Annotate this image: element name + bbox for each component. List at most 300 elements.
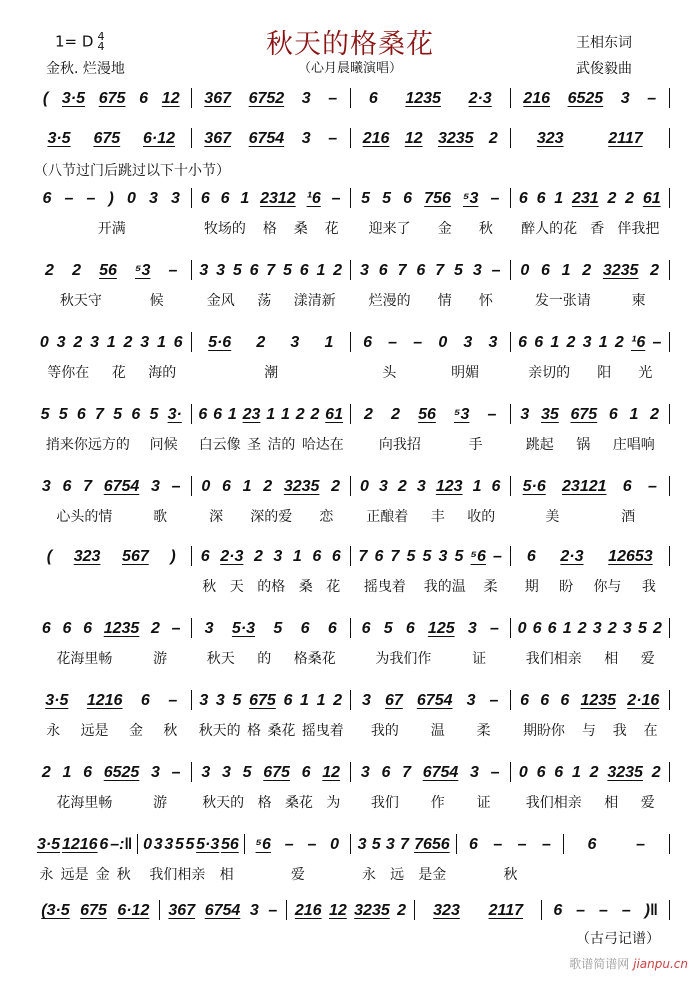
- measure: [32, 692, 191, 710]
- singer: （心月晨曦演唱）: [297, 61, 402, 76]
- note-group: –: [307, 836, 317, 853]
- composer: 武俊毅曲: [576, 61, 632, 77]
- note-group: 1: [316, 262, 326, 279]
- lyric-measure: [511, 362, 671, 382]
- note-group: 1235: [580, 692, 617, 709]
- note-group: 6: [587, 836, 597, 853]
- measure: [351, 130, 510, 148]
- lyric-word: 与: [581, 723, 596, 739]
- lyric-word: 手: [468, 437, 483, 453]
- note-group: 6·12: [143, 130, 176, 147]
- note-group: 6752: [248, 90, 285, 107]
- lyric-word: 荡: [257, 293, 272, 309]
- lyric-word: 丰: [430, 509, 445, 525]
- note-group: 23: [242, 406, 261, 423]
- measure: [511, 692, 670, 710]
- lyric-word: 相: [604, 795, 619, 811]
- lyric-word: 远是: [80, 723, 109, 739]
- note-group: 6: [608, 406, 618, 423]
- note-group: 5: [637, 620, 647, 637]
- note-group: 3: [466, 692, 476, 709]
- measure: [192, 692, 351, 710]
- note-group: 2: [331, 478, 341, 495]
- note-group: 6: [374, 548, 384, 565]
- note-group: 3: [463, 334, 473, 351]
- lyric-measure: [192, 576, 352, 596]
- note-group: 3: [301, 90, 311, 107]
- note-group: 675: [249, 692, 276, 709]
- note-group: –: [517, 836, 527, 853]
- note-group: –: [491, 262, 501, 279]
- note-group: –: [328, 130, 338, 147]
- note-group: 675: [263, 764, 290, 781]
- note-group: 7656: [414, 836, 450, 853]
- lyric-word: 怀: [478, 293, 493, 309]
- note-group: 0: [143, 836, 153, 853]
- measure: [351, 406, 510, 424]
- note-group: 1: [62, 764, 72, 781]
- note-group: 3: [488, 334, 498, 351]
- note-group: 5: [232, 692, 242, 709]
- note-group: 2: [333, 692, 343, 709]
- note-group: 0: [39, 334, 49, 351]
- note-group: –: [168, 262, 178, 279]
- note-group: 3: [151, 764, 160, 781]
- note-group: 6: [139, 90, 149, 107]
- note-group: 5: [232, 262, 242, 279]
- note-group: ): [170, 548, 176, 565]
- lyric-measure: [32, 506, 192, 526]
- lyric-word: 你与: [593, 579, 622, 595]
- lyric-word: 格: [262, 221, 277, 237]
- measure: [32, 478, 191, 496]
- lyric-word: 向我招: [378, 437, 421, 453]
- note-group: 1: [598, 334, 608, 351]
- note-group: 6: [249, 262, 259, 279]
- note-group: 3: [249, 902, 259, 919]
- lyric-word: 花海里畅: [56, 651, 113, 667]
- notation-row: [32, 618, 670, 638]
- lyric-word: 金风: [206, 293, 235, 309]
- lyric-measure: [351, 218, 511, 238]
- lyric-word: 秋天守: [59, 293, 102, 309]
- note-group: 6: [62, 620, 72, 637]
- bar-line: [669, 188, 670, 208]
- lyric-word: 收的: [467, 509, 496, 525]
- note-group: 1235: [103, 620, 140, 637]
- note-group: 3235: [602, 262, 639, 279]
- measure: [287, 902, 414, 920]
- lyric-word: 秋: [503, 867, 518, 883]
- note-group: 6: [403, 190, 413, 207]
- note-group: 2: [295, 406, 305, 423]
- lyric-word: 秋天: [206, 651, 235, 667]
- note-group: 6: [518, 334, 528, 351]
- measure: [32, 262, 191, 280]
- measure: [351, 764, 510, 782]
- lyric-measure: [32, 290, 192, 310]
- lyric-measure: [32, 576, 192, 596]
- measure: [32, 620, 191, 638]
- note-group: 3·5: [47, 130, 71, 147]
- measure: [511, 262, 670, 280]
- note-group: 35: [540, 406, 559, 423]
- note-group: 7: [397, 262, 407, 279]
- note-group: 0: [518, 764, 528, 781]
- lyric-word: 秋: [116, 867, 131, 883]
- note-group: 7: [390, 548, 400, 565]
- measure: [192, 90, 351, 108]
- note-group: 3: [215, 692, 225, 709]
- measure: [351, 262, 510, 280]
- notation-row: [32, 128, 670, 148]
- lyric-word: 圣: [247, 437, 262, 453]
- note-group: 3: [164, 836, 174, 853]
- note-group: 6: [554, 764, 564, 781]
- song-title: 秋天的格桑花: [266, 29, 434, 60]
- note-group: –: [647, 478, 657, 495]
- note-group: 1: [292, 548, 302, 565]
- measure: [32, 334, 191, 352]
- lyric-word: 正酿着: [366, 509, 409, 525]
- lyric-word: 我们: [370, 795, 399, 811]
- note-group: 6: [41, 620, 51, 637]
- lyric-word: 的: [257, 651, 272, 667]
- note-group: 3·: [167, 406, 182, 423]
- lyric-measure: [351, 290, 511, 310]
- lyric-word: 我的: [370, 723, 399, 739]
- note-group: 323: [536, 130, 564, 147]
- note-group: 6: [301, 764, 311, 781]
- lyrics-row: [32, 648, 670, 668]
- note-group: 7: [399, 836, 409, 853]
- note-group: (3·5: [41, 902, 70, 919]
- note-group: 323: [73, 548, 101, 565]
- note-group: –: [621, 902, 631, 919]
- note-group: 6: [213, 406, 223, 423]
- note-group: 6: [99, 836, 109, 853]
- lyric-word: 永: [362, 867, 377, 883]
- note-group: 2: [333, 262, 343, 279]
- note-group: 2: [650, 262, 660, 279]
- notation-row: [32, 834, 670, 854]
- note-group: 3: [140, 334, 150, 351]
- note-group: –: [576, 902, 586, 919]
- lyric-word: 花海里畅: [56, 795, 113, 811]
- note-group: 5: [58, 406, 68, 423]
- note-group: 3: [520, 406, 530, 423]
- note-group: ¹6: [306, 190, 321, 207]
- note-group: 3: [216, 262, 226, 279]
- lyric-measure: [192, 648, 352, 668]
- note-group: 3·5: [45, 692, 69, 709]
- lyric-measure: [32, 434, 192, 454]
- note-group: 675: [570, 406, 598, 423]
- lyric-measure: [511, 290, 671, 310]
- lyric-word: 游: [153, 651, 168, 667]
- lyric-measure: [192, 218, 352, 238]
- measure: [511, 478, 670, 496]
- note-group: 7: [266, 262, 276, 279]
- note-group: 675: [80, 902, 107, 919]
- notation-row: [32, 404, 670, 424]
- measure: [511, 548, 670, 566]
- lyric-word: 秋: [478, 221, 493, 237]
- note-group: 0: [201, 478, 211, 495]
- note-group: –:‖: [110, 836, 133, 853]
- measure: [192, 620, 351, 638]
- note-group: 1216: [61, 836, 98, 853]
- note-group: 6: [283, 692, 293, 709]
- note-group: 0: [438, 334, 448, 351]
- lyric-word: 天: [229, 579, 244, 595]
- note-group: 2: [488, 130, 498, 147]
- lyric-word: 格桑花: [293, 651, 336, 667]
- note-group: 2: [577, 620, 587, 637]
- bar-line: [669, 762, 670, 782]
- note-group: 5·6: [208, 334, 232, 351]
- lyric-word: 光: [638, 365, 653, 381]
- lyric-measure: [511, 648, 671, 668]
- note-group: 2: [652, 620, 662, 637]
- note-group: –: [487, 406, 497, 423]
- note-group: 0: [520, 262, 530, 279]
- measure: [564, 836, 669, 854]
- note-group: 6: [361, 620, 371, 637]
- lyrics-row: [32, 290, 670, 310]
- note-group: 6: [173, 334, 183, 351]
- lyric-measure: [32, 864, 138, 884]
- note-group: –: [64, 190, 74, 207]
- note-group: 2: [263, 478, 273, 495]
- note-group: 6525: [567, 90, 604, 107]
- note-group: 216: [294, 902, 322, 919]
- note-group: –: [647, 90, 657, 107]
- note-group: 1: [280, 406, 290, 423]
- watermark-en: jianpu.cn: [633, 957, 688, 971]
- note-group: 1: [242, 478, 252, 495]
- note-group: 6: [363, 334, 372, 351]
- note-group: 5: [382, 190, 391, 207]
- measure: [511, 90, 670, 108]
- note-group: –: [171, 478, 181, 495]
- note-group: 56: [418, 406, 436, 423]
- note-group: 3: [438, 548, 448, 565]
- note-group: 3: [385, 836, 395, 853]
- lyric-word: 是金: [418, 867, 447, 883]
- note-group: 1: [227, 406, 237, 423]
- note-group: 2: [310, 406, 320, 423]
- bar-line: [669, 88, 670, 108]
- note-group: –: [489, 692, 499, 709]
- notation-row: [32, 476, 670, 496]
- note-group: 6: [540, 692, 550, 709]
- note-group: ): [108, 190, 114, 207]
- note-group: 3: [148, 190, 158, 207]
- note-group: 6: [405, 620, 415, 637]
- lyric-word: 柔: [476, 723, 491, 739]
- note-group: 3: [467, 620, 477, 637]
- note-group: 1: [562, 620, 572, 637]
- note-group: 1: [316, 692, 326, 709]
- notation-row: [32, 332, 670, 352]
- lyric-measure: [351, 506, 511, 526]
- note-group: 6: [220, 190, 230, 207]
- lyrics-row: [32, 576, 670, 596]
- note-group: 3235: [607, 764, 643, 781]
- lyric-word: 阳: [597, 365, 612, 381]
- note-group: 3: [357, 836, 367, 853]
- note-group: 3: [41, 478, 51, 495]
- lyric-word: 相: [219, 867, 234, 883]
- lyric-word: 远是: [60, 867, 89, 883]
- note-group: ⁵3: [462, 190, 479, 207]
- note-group: 2·3: [220, 548, 244, 565]
- lyrics-row: [32, 506, 670, 526]
- note-group: 1: [629, 406, 639, 423]
- note-group: 5: [371, 836, 381, 853]
- note-group: 6: [491, 478, 501, 495]
- measure: [32, 406, 191, 424]
- measure: [351, 548, 510, 566]
- note-group: 5·6: [522, 478, 546, 495]
- lyricist: 王相东词: [576, 35, 632, 51]
- note-group: 5: [383, 620, 393, 637]
- measure: [192, 334, 351, 352]
- note-group: 2: [650, 406, 660, 423]
- lyric-word: 烂漫的: [368, 293, 411, 309]
- note-group: 6: [378, 262, 388, 279]
- bar-line: [669, 834, 670, 854]
- note-group: 216: [362, 130, 390, 147]
- measure: [192, 478, 351, 496]
- note-group: 2: [253, 548, 263, 565]
- note-group: 61: [325, 406, 343, 423]
- measure: [542, 902, 669, 920]
- note-group: 0: [330, 836, 340, 853]
- note-group: 3: [56, 334, 66, 351]
- measure: [32, 130, 191, 148]
- note-group: 3: [204, 620, 214, 637]
- note-group: 6: [140, 692, 150, 709]
- note-group: (: [46, 548, 53, 565]
- note-group: 367: [204, 90, 231, 107]
- note-group: 6: [536, 190, 546, 207]
- lyric-word: 深的爱: [250, 509, 293, 525]
- measure: [32, 190, 191, 208]
- note-group: 6: [381, 764, 391, 781]
- note-group: –: [542, 836, 551, 853]
- lyric-word: 花: [324, 221, 339, 237]
- measure: [160, 902, 287, 920]
- note-group: 3: [622, 620, 632, 637]
- measure: [138, 836, 243, 854]
- note-group: 125: [427, 620, 455, 637]
- note-group: –: [493, 548, 502, 565]
- note-group: 2117: [488, 902, 523, 919]
- lyric-word: 醉人的花: [521, 221, 578, 237]
- lyric-measure: [351, 648, 511, 668]
- lyric-word: 爱: [640, 651, 655, 667]
- key-label: 1= D: [55, 32, 94, 51]
- note-group: 6: [131, 406, 141, 423]
- lyric-measure: [511, 506, 671, 526]
- lyric-word: 哈达在: [301, 437, 344, 453]
- note-group: 3: [153, 836, 163, 853]
- time-top: 4: [97, 30, 105, 43]
- note-group: 6: [299, 262, 309, 279]
- note-group: 6525: [103, 764, 140, 781]
- note-group: 12: [328, 902, 347, 919]
- note-group: 5: [113, 406, 123, 423]
- note-group: 0: [517, 620, 527, 637]
- note-group: 367: [204, 130, 231, 147]
- measure: [511, 130, 670, 148]
- note-group: 6: [469, 836, 478, 853]
- note-group: 1: [472, 478, 482, 495]
- notation-row: [32, 88, 670, 108]
- note-group: 7: [435, 262, 445, 279]
- lyric-measure: [192, 434, 352, 454]
- lyric-word: 我们相亲: [525, 651, 582, 667]
- lyric-word: 秋: [202, 579, 217, 595]
- bar-line: [669, 332, 670, 352]
- note-group: –: [328, 90, 338, 107]
- note-group: 6: [83, 620, 93, 637]
- notation-row: [32, 900, 670, 920]
- lyric-word: 期盼你: [522, 723, 565, 739]
- note-group: –: [652, 334, 662, 351]
- note-group: 5: [283, 262, 292, 279]
- note-group: 3: [592, 620, 602, 637]
- bar-line: [669, 618, 670, 638]
- note-group: 6754: [248, 130, 285, 147]
- note-group: 2312: [260, 190, 296, 207]
- lyric-measure: [351, 720, 511, 740]
- measure: [511, 190, 670, 208]
- lyrics-row: [32, 792, 670, 812]
- note-group: 5: [174, 836, 184, 853]
- lyric-measure: [511, 792, 671, 812]
- lyric-word: 香: [590, 221, 605, 237]
- lyric-word: 在: [643, 723, 658, 739]
- lyric-word: 格: [257, 795, 272, 811]
- note-group: 6: [221, 478, 231, 495]
- note-group: 6: [42, 190, 52, 207]
- note-group: 6: [622, 478, 632, 495]
- note-group: 5: [406, 548, 416, 565]
- note-group: 6754: [416, 692, 453, 709]
- lyric-word: 歌: [153, 509, 168, 525]
- note-group: 2: [566, 334, 576, 351]
- note-group: 3: [221, 764, 231, 781]
- note-group: 1: [324, 334, 334, 351]
- lyric-word: 发一张请: [534, 293, 591, 309]
- lyric-word: 永: [39, 867, 54, 883]
- lyric-word: 柬: [631, 293, 646, 309]
- note-group: 6754: [422, 764, 459, 781]
- note-group: 3: [199, 262, 209, 279]
- note-group: 3: [359, 262, 369, 279]
- note-group: 1: [156, 334, 166, 351]
- note-group: 12653: [608, 548, 653, 565]
- note-group: 0: [126, 190, 136, 207]
- lyric-measure: [192, 290, 352, 310]
- lyric-word: 候: [149, 293, 164, 309]
- lyric-measure: [32, 362, 192, 382]
- note-group: 123: [435, 478, 463, 495]
- note-group: ⁵6: [255, 836, 271, 853]
